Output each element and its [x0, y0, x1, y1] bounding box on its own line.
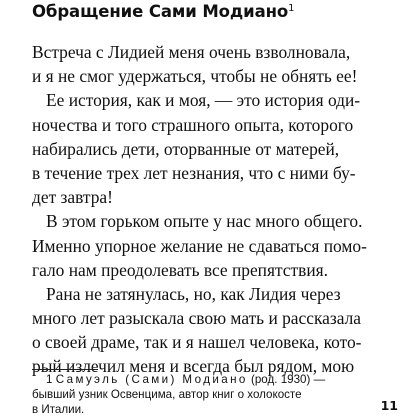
footnote-marker: 1: [46, 373, 53, 386]
text-line: и я не смог удержаться, чтобы не обнять ее!: [32, 66, 358, 87]
text-line: много лет разыскала свою мать и рассказала: [32, 308, 362, 329]
text-line: набирались дети, оторванные от матерей,: [32, 138, 340, 159]
text-line: гало нам преодолевать все препятствия.: [32, 259, 328, 280]
chapter-title: Обращение Сами Модиано: [32, 2, 289, 21]
footnote-reference: 1: [288, 3, 295, 14]
text-line: Рана не затянулась, но, как Лидия через: [46, 283, 341, 304]
text-line: ночества и того страшного опыта, которого: [32, 114, 354, 135]
body-text: [32, 40, 398, 379]
page-number: 11: [380, 398, 398, 413]
footnote-line: бывший узник Освенцима, автор книг о холокосте: [32, 388, 302, 401]
text-line: дет завтра!: [32, 187, 113, 208]
chapter-heading: [32, 1, 294, 23]
footnote-years: (род. 1930) —: [251, 373, 326, 386]
footnote-line: [32, 372, 372, 387]
text-line: Встреча с Лидией меня очень взволновала,: [32, 42, 351, 62]
text-line: о своей драме, так и я нашел человека, кото-: [32, 332, 362, 353]
text-line: В этом горьком опыте у нас много общего.: [46, 211, 363, 232]
text-line: в течение трех лет незнания, что с ними бу-: [32, 162, 356, 183]
footnote-divider: [32, 369, 98, 370]
footnote-name: Самуэль (Сами) Модиано: [55, 373, 248, 386]
text-line: Ее история, как и моя, — это история оди-: [46, 90, 361, 111]
footnote: [32, 372, 372, 417]
text-line: Именно упорное желание не сдаваться помо-: [32, 235, 367, 256]
footnote-line: в Италии.: [32, 403, 85, 416]
text-line: рый излечил меня и всегда был рядом, мою: [32, 356, 355, 377]
